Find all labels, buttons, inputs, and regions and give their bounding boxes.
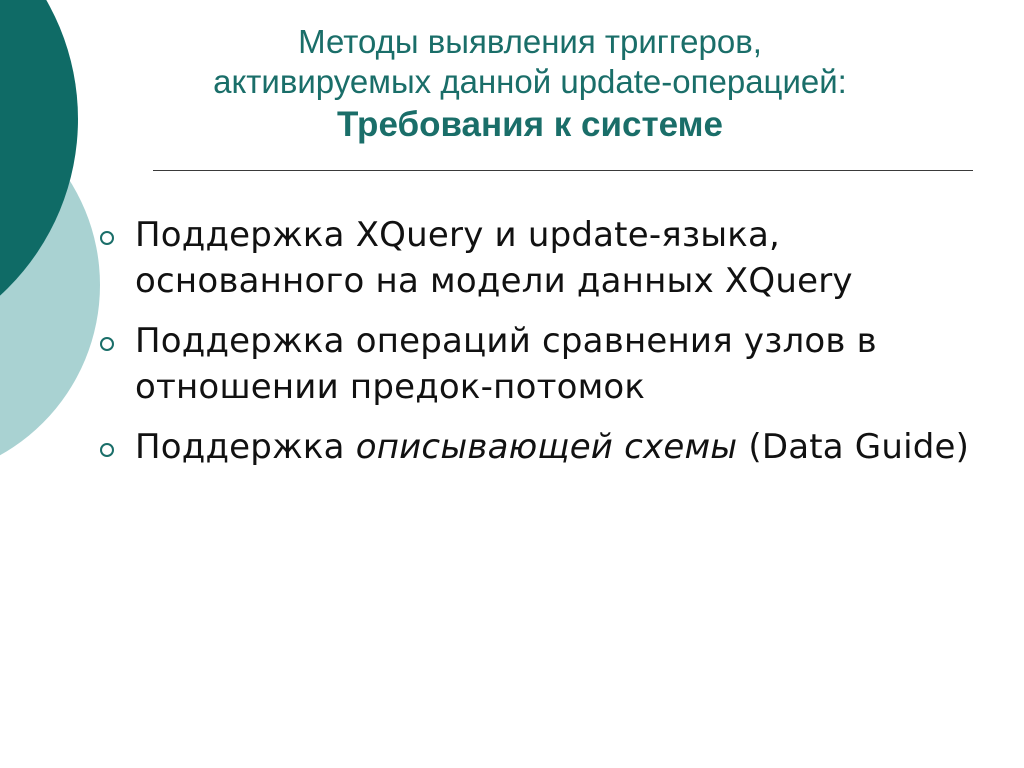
bullet-text: Поддержка операций сравнения узлов в отношении предок-потомок bbox=[135, 321, 877, 407]
bullet-text-emphasis: описывающей схемы bbox=[355, 427, 738, 467]
bullet-text-before: Поддержка bbox=[135, 427, 356, 467]
hollow-circle-icon bbox=[100, 443, 114, 457]
title-bold: Требования к системе bbox=[337, 105, 723, 144]
title-line-2: активируемых данной update-операцией: bbox=[213, 63, 847, 100]
bullet-item-dataguide bbox=[98, 424, 978, 470]
title-line-1: Методы выявления триггеров, bbox=[298, 23, 762, 60]
bullet-text-after: (Data Guide) bbox=[737, 427, 970, 467]
bullet-list bbox=[98, 212, 978, 484]
hollow-circle-icon bbox=[100, 231, 114, 245]
bullet-text: Поддержка XQuery и update-языка, основанного на модели данных XQuery bbox=[135, 215, 853, 301]
bullet-item-xquery bbox=[98, 212, 978, 304]
slide-title bbox=[130, 22, 930, 148]
title-divider bbox=[153, 170, 973, 171]
hollow-circle-icon bbox=[100, 337, 114, 351]
bullet-item-comparison bbox=[98, 318, 978, 410]
